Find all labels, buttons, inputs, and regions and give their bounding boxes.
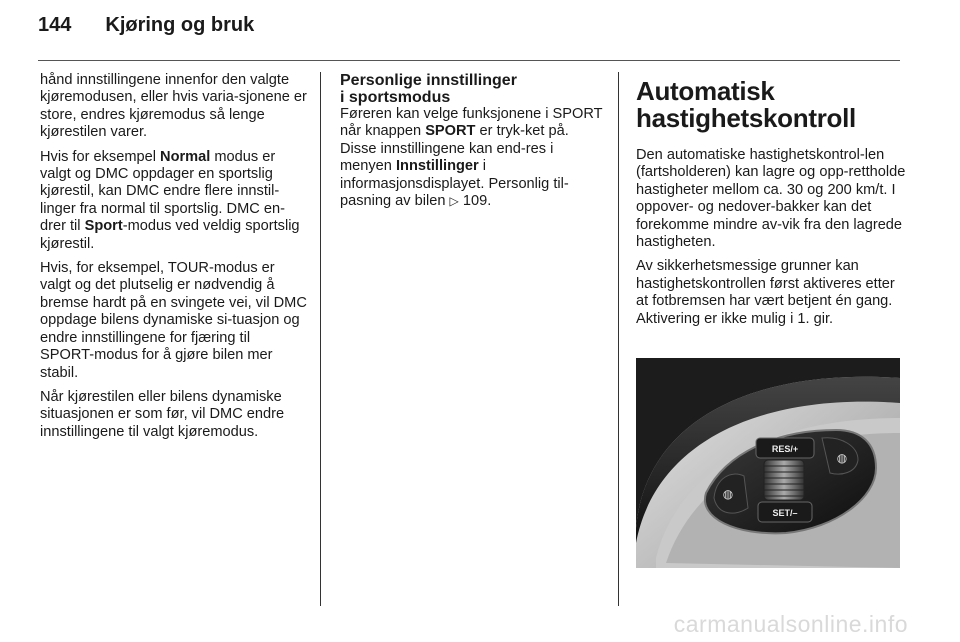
page-reference-arrow-icon: ▷ [449,194,459,209]
steering-wheel-controls-photo [636,358,900,568]
text: er tryk-ket på. Disse innstillingene kan end-res i menyen [340,123,569,175]
paragraph: Av sikkerhetsmessige grunner kan hastighetskontrollen først aktiveres etter at fotbremsen har vært betjent én gang. Aktivering er ikke mulig i 1. gir. [636,258,895,327]
text: Hvis for eksempel [40,148,161,165]
term-sport-button: SPORT [425,123,476,140]
page-number: 144 [38,14,72,36]
column-divider-2 [618,72,619,606]
text: i informasjonsdisplayet. Personlig til-pasning av bilen [340,158,569,210]
column-3 [636,72,906,335]
column-2 [340,72,608,217]
text: Føreren kan velge funksjonene i SPORT når knappen [340,106,603,140]
text: -modus ved veldig sportslig kjørestil. [40,218,300,252]
res-button-label: RES/+ [771,444,799,454]
watermark: carmanualsonline.info [673,611,908,637]
paragraph [340,106,608,210]
term-sport: Sport [84,218,123,235]
column-1 [40,72,308,448]
paragraph: Hvis, for eksempel, TOUR-modus er valgt og det plutselig er nødvendig å bremse hardt på en svingete vei, vil DMC oppdage bilens dynamiske si-tuasjon og endre innstillingene for fjæring til SPORT-modus for å gjøre bilen mer stabil. [40,260,307,381]
heading-line-2: i sportsmodus [340,89,451,106]
svg-text:◍: ◍ [722,487,734,501]
term-normal: Normal [160,148,211,165]
svg-text:◍: ◍ [836,451,848,465]
text: modus er valgt og DMC oppdager en sportslig kjørestil, kan DMC endre flere innstil-linger fra normal til sportslig. DMC en-drer til [40,148,285,235]
paragraph: Den automatiske hastighetskontrol-len (fartsholderen) kan lagre og opp-rettholde hastigheter mellom ca. 30 og 200 km/t. I oppover- og nedover-bakker kan det forekomme mindre av-vik fra den lagrede hastigheten. [636,147,906,251]
section-title: Automatisk hastighetskontroll [636,76,856,133]
paragraph: Når kjørestilen eller bilens dynamiske situasjonen er som før, vil DMC endre innstillingene til valgt kjøremodus. [40,388,285,440]
page-reference-link[interactable]: 109. [462,193,492,210]
section-heading [340,72,608,106]
heading-line-1: Personlige innstillinger [340,72,517,89]
column-divider-1 [320,72,321,606]
paragraph [40,149,308,253]
set-button-label: SET/– [772,508,798,518]
paragraph: hånd innstillingene innenfor den valgte kjøremodusen, eller hvis varia-sjonene er store, endres kjøremodus så lenge kjørestilen varer. [40,72,307,141]
chapter-title: Kjøring og bruk [105,14,255,36]
term-innstillinger: Innstillinger [395,158,479,175]
header-rule [38,60,900,61]
page-header [38,14,254,37]
